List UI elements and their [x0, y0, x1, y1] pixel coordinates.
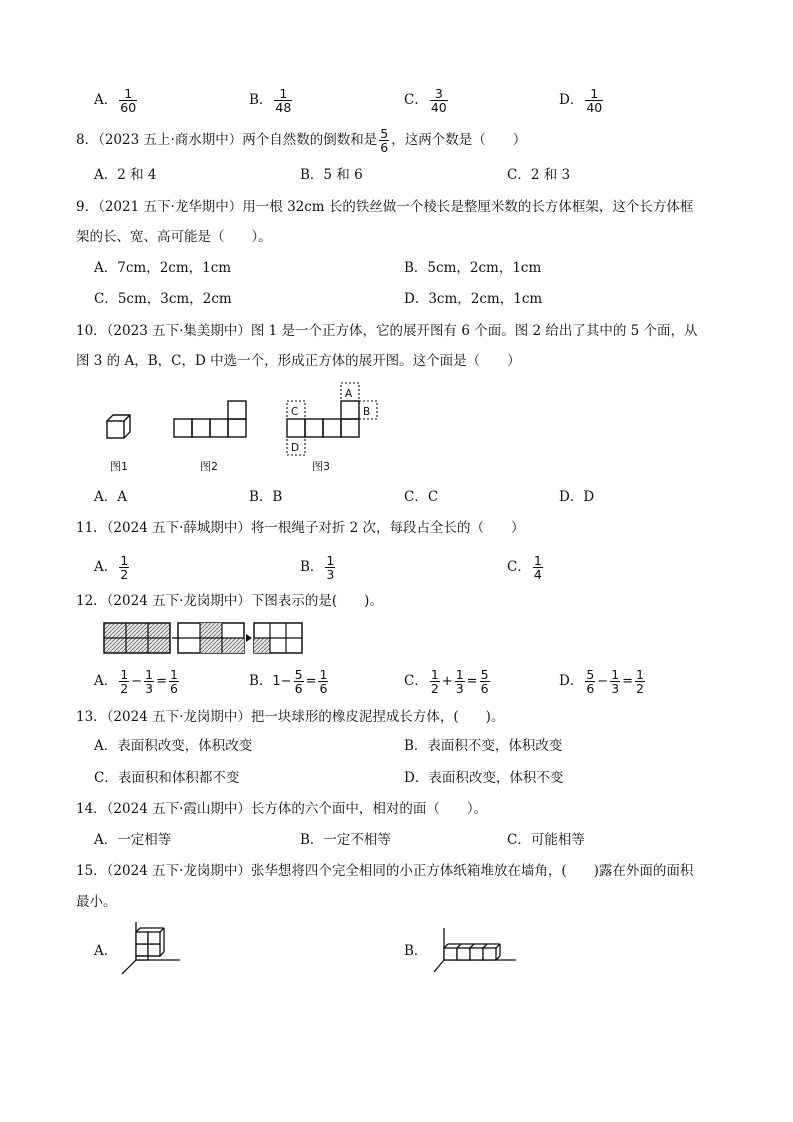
q14-option-a[interactable]: A．一定相等	[94, 832, 172, 848]
fraction: $\frac{1}{3}$	[455, 667, 464, 696]
q9-option-b[interactable]: B．5cm，2cm，1cm	[404, 260, 542, 276]
fig3-label: 图3	[312, 460, 330, 473]
q11-option-a[interactable]: A． $\frac{1}{2}$	[94, 553, 129, 582]
q11-option-b[interactable]: B． $\frac{1}{3}$	[300, 553, 335, 582]
q12-option-c[interactable]: C． $\frac{1}{2}$ + $\frac{1}{3}$ = $\frac{5}{6}$	[404, 667, 489, 696]
fraction-rect-3	[254, 623, 302, 653]
q9-option-a[interactable]: A．7cm，2cm，1cm	[94, 260, 232, 276]
q13-option-c[interactable]: C．表面积和体积都不变	[94, 770, 240, 786]
q9-option-d[interactable]: D．3cm，2cm，1cm	[404, 291, 543, 307]
q15-figure-b	[430, 924, 520, 976]
q12-figure	[100, 618, 310, 658]
fraction: $\frac{1}{3}$	[145, 667, 154, 696]
fraction: $\frac{1}{4}$	[533, 553, 542, 582]
question-13: 13．（2024 五下·龙岗期中）把一块球形的橡皮泥捏成长方体，( )。	[76, 709, 505, 725]
fig2-label: 图2	[200, 460, 218, 473]
fraction: $\frac{1}{6}$	[319, 667, 328, 696]
fraction-rect-1	[104, 623, 170, 653]
fraction: $\frac{1}{2}$	[120, 553, 129, 582]
q14-option-c[interactable]: C．可能相等	[507, 832, 585, 848]
q10-option-a[interactable]: A．A	[94, 489, 127, 505]
question-14: 14．（2024 五下·霞山期中）长方体的六个面中，相对的面（ ）。	[76, 801, 488, 817]
q13-option-d[interactable]: D．表面积改变，体积不变	[404, 770, 564, 786]
fraction: $\frac{1}{2}$	[430, 667, 439, 696]
q15-figure-a	[118, 918, 188, 978]
fraction: $\frac{3}{40}$	[430, 86, 447, 115]
face-label-d: D	[291, 442, 300, 454]
fraction: $\frac{1}{3}$	[611, 667, 620, 696]
q12-option-b[interactable]: B．1− $\frac{5}{6}$ = $\frac{1}{6}$	[249, 667, 328, 696]
q13-option-a[interactable]: A．表面积改变，体积改变	[94, 738, 253, 754]
question-11: 11．（2024 五下·薛城期中）将一根绳子对折 2 次，每段占全长的（ ）	[76, 520, 525, 536]
q8-option-c[interactable]: C．2 和 3	[507, 167, 571, 183]
question-15-line1: 15．（2024 五下·龙岗期中）张华想将四个完全相同的小正方体纸箱堆放在墙角，( )露在外面的面积	[76, 863, 694, 879]
q12-option-a[interactable]: A． $\frac{1}{2}$ − $\frac{1}{3}$ = $\frac{1}{6}$	[94, 667, 178, 696]
q8-option-b[interactable]: B．5 和 6	[300, 167, 363, 183]
question-10-line2: 图 3 的 A，B，C，D 中选一个，形成正方体的展开图。这个面是（ ）	[76, 353, 521, 369]
fraction: $\frac{1}{2}$	[120, 667, 129, 696]
net-figure-2	[174, 401, 246, 437]
q10-figures	[100, 380, 420, 475]
fraction: $\frac{5}{6}$	[586, 667, 595, 696]
q7-option-b[interactable]: B． $\frac{1}{48}$	[249, 86, 292, 115]
question-8: 8．（2023 五上·商水期中）两个自然数的倒数和是 $\frac{5}{6}$ ，这两个数是（ ）	[76, 126, 527, 155]
q10-option-c[interactable]: C．C	[404, 489, 439, 505]
question-9-line2: 架的长、宽、高可能是（ ）。	[76, 229, 272, 245]
q8-option-a[interactable]: A．2 和 4	[94, 167, 157, 183]
q9-option-c[interactable]: C．5cm，3cm，2cm	[94, 291, 232, 307]
fraction: $\frac{1}{48}$	[275, 86, 292, 115]
q11-option-c[interactable]: C． $\frac{1}{4}$	[507, 553, 542, 582]
face-label-b: B	[363, 406, 371, 418]
q15-option-a[interactable]: A．	[94, 943, 118, 959]
question-15-line2: 最小。	[76, 894, 117, 910]
q7-option-a[interactable]: A． $\frac{1}{60}$	[94, 86, 137, 115]
arrow-icon	[246, 634, 252, 642]
q10-option-b[interactable]: B．B	[249, 489, 283, 505]
question-10-line1: 10．（2023 五下·集美期中）图 1 是一个正方体，它的展开图有 6 个面。图 2 给出了其中的 5 个面，从	[76, 323, 698, 339]
fraction: $\frac{5}{6}$	[294, 667, 303, 696]
q14-option-b[interactable]: B．一定不相等	[300, 832, 391, 848]
question-9-line1: 9．（2021 五下·龙华期中）用一根 32cm 长的铁丝做一个棱长是整厘米数的长方体框架，这个长方体框	[76, 199, 694, 215]
fraction-rect-2	[178, 623, 244, 653]
q10-option-d[interactable]: D．D	[559, 489, 595, 505]
face-label-c: C	[291, 406, 299, 418]
fraction: $\frac{5}{6}$	[480, 667, 489, 696]
fraction: $\frac{1}{3}$	[326, 553, 335, 582]
q7-option-c[interactable]: C． $\frac{3}{40}$	[404, 86, 447, 115]
q15-option-b[interactable]: B．	[404, 943, 428, 959]
cube-figure	[107, 415, 130, 438]
face-label-a: A	[345, 388, 353, 400]
fraction: $\frac{1}{60}$	[120, 86, 137, 115]
question-12: 12．（2024 五下·龙岗期中）下图表示的是( )。	[76, 593, 383, 609]
q12-option-d[interactable]: D． $\frac{5}{6}$ − $\frac{1}{3}$ = $\frac{1}{2}$	[559, 667, 644, 696]
fig1-label: 图1	[110, 460, 128, 473]
fraction: $\frac{1}{2}$	[636, 667, 644, 696]
fraction: $\frac{1}{6}$	[169, 667, 178, 696]
fraction: $\frac{1}{40}$	[586, 86, 603, 115]
q7-option-d[interactable]: D． $\frac{1}{40}$	[559, 86, 603, 115]
fraction: $\frac{5}{6}$	[380, 126, 389, 155]
q13-option-b[interactable]: B．表面积不变，体积改变	[404, 738, 563, 754]
